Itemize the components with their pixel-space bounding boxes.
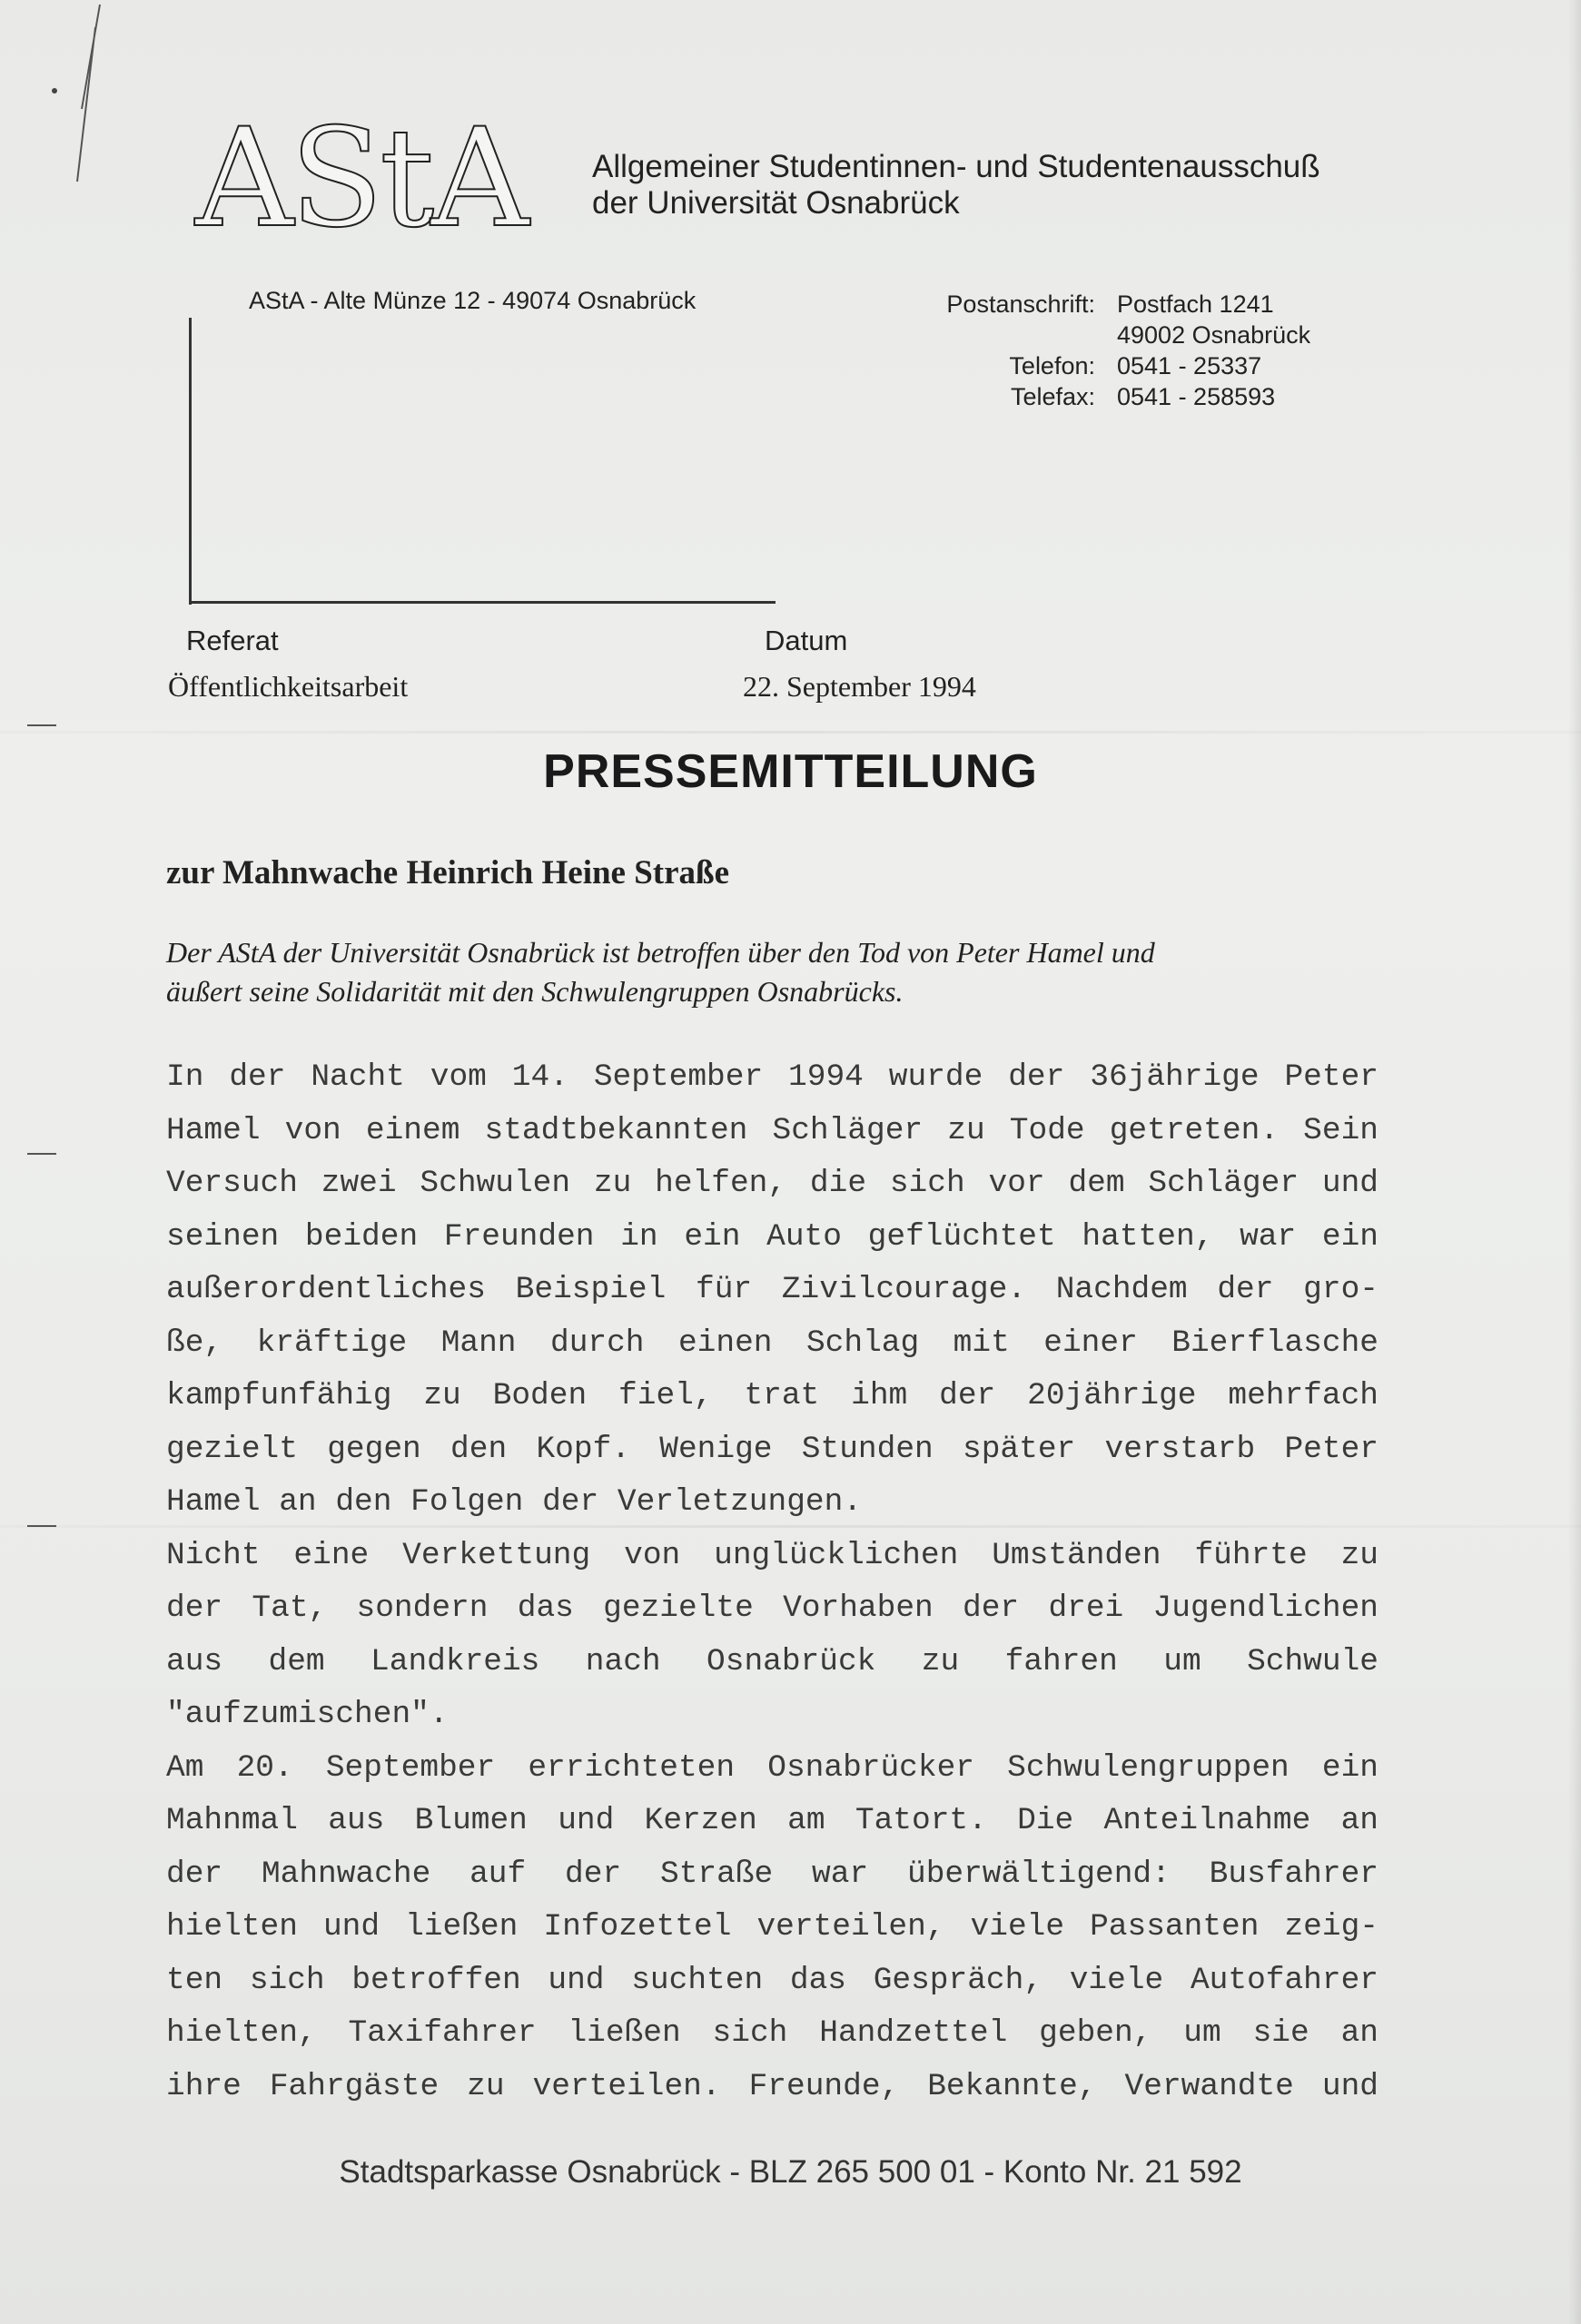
- org-line-1: Allgemeiner Studentinnen- und Studentenausschuß: [592, 149, 1320, 184]
- body-line: Mahnmal aus Blumen und Kerzen am Tatort. Die Anteilnahme an: [166, 1803, 1378, 1838]
- fold-mark: [27, 724, 56, 726]
- paper-edge-shadow: [1568, 0, 1581, 2324]
- body-line: ße, kräftige Mann durch einen Schlag mit einer Bierflasche: [166, 1324, 1378, 1361]
- address-window-rule: [189, 318, 192, 605]
- telefax-value: 0541 - 258593: [1117, 383, 1276, 410]
- organization-name: [592, 149, 1320, 222]
- intro-line: äußert seine Solidarität mit den Schwulengruppen Osnabrücks.: [166, 975, 904, 1008]
- referat-label: Referat: [186, 625, 279, 656]
- headline: PRESSEMITTEILUNG: [543, 745, 1038, 798]
- subheading: zur Mahnwache Heinrich Heine Straße: [166, 854, 730, 891]
- intro-line: Der AStA der Universität Osnabrück ist betroffen über den Tod von Peter Hamel und: [166, 936, 1155, 969]
- body-line: außerordentliches Beispiel für Zivilcourage. Nachdem der gro-: [166, 1272, 1378, 1307]
- body-line: aus dem Landkreis nach Osnabrück zu fahren um Schwule: [166, 1643, 1378, 1679]
- body-line: kampfunfähig zu Boden fiel, trat ihm der 20jährige mehrfach: [166, 1378, 1378, 1413]
- sender-address: AStA - Alte Münze 12 - 49074 Osnabrück: [249, 287, 697, 314]
- intro-paragraph: [166, 933, 1347, 1011]
- datum-value: 22. September 1994: [743, 670, 976, 703]
- body-line: Hamel von einem stadtbekannten Schläger zu Tode getreten. Sein: [166, 1112, 1378, 1148]
- contact-block: [930, 289, 1310, 412]
- body-line: seinen beiden Freunden in ein Auto geflüchtet hatten, war ein: [166, 1218, 1378, 1255]
- body-line: der Tat, sondern das gezielte Vorhaben der drei Jugendlichen: [166, 1590, 1378, 1626]
- fold-crease: [0, 731, 1581, 734]
- body-line: "aufzumischen".: [166, 1697, 449, 1732]
- fold-mark: [27, 1153, 56, 1155]
- body-line: Versuch zwei Schwulen zu helfen, die sich vor dem Schläger und: [166, 1166, 1378, 1201]
- telefax-label: Telefax:: [1010, 383, 1095, 410]
- telefon-label: Telefon:: [1009, 352, 1095, 379]
- fold-mark: [27, 1525, 56, 1527]
- body-line: hielten, Taxifahrer ließen sich Handzettel geben, um sie an: [166, 2015, 1378, 2051]
- body-line: ihre Fahrgäste zu verteilen. Freunde, Bekannte, Verwandte und: [166, 2068, 1378, 2104]
- referat-value: Öffentlichkeitsarbeit: [168, 670, 409, 703]
- body-line: ten sich betroffen und suchten das Gespräch, viele Autofahrer: [166, 1962, 1378, 1998]
- body-line: Nicht eine Verkettung von unglücklichen Umständen führte zu: [166, 1537, 1378, 1573]
- postanschrift-label: Postanschrift:: [946, 290, 1095, 318]
- body-line: Am 20. September errichteten Osnabrücker Schwulengruppen ein: [166, 1749, 1378, 1786]
- postanschrift-line-1: Postfach 1241: [1117, 290, 1274, 318]
- telefon-value: 0541 - 25337: [1117, 352, 1262, 379]
- body-line: gezielt gegen den Kopf. Wenige Stunden später verstarb Peter: [166, 1431, 1378, 1467]
- postanschrift-line-2: 49002 Osnabrück: [1117, 321, 1311, 349]
- body-line: der Mahnwache auf der Straße war überwältigend: Busfahrer: [166, 1856, 1378, 1892]
- org-line-2: der Universität Osnabrück: [592, 185, 960, 221]
- pen-scribble: [45, 0, 118, 200]
- asta-logo: AStA: [195, 100, 526, 258]
- bank-footer: Stadtsparkasse Osnabrück - BLZ 265 500 01 - Konto Nr. 21 592: [339, 2154, 1242, 2190]
- address-window-rule: [189, 601, 776, 604]
- body-line: In der Nacht vom 14. September 1994 wurde der 36jährige Peter: [166, 1059, 1378, 1095]
- datum-label: Datum: [765, 625, 848, 656]
- body-line: Hamel an den Folgen der Verletzungen.: [166, 1484, 863, 1520]
- body-text: [166, 1051, 1378, 2113]
- body-line: hielten und ließen Infozettel verteilen, viele Passanten zeig-: [166, 1909, 1378, 1945]
